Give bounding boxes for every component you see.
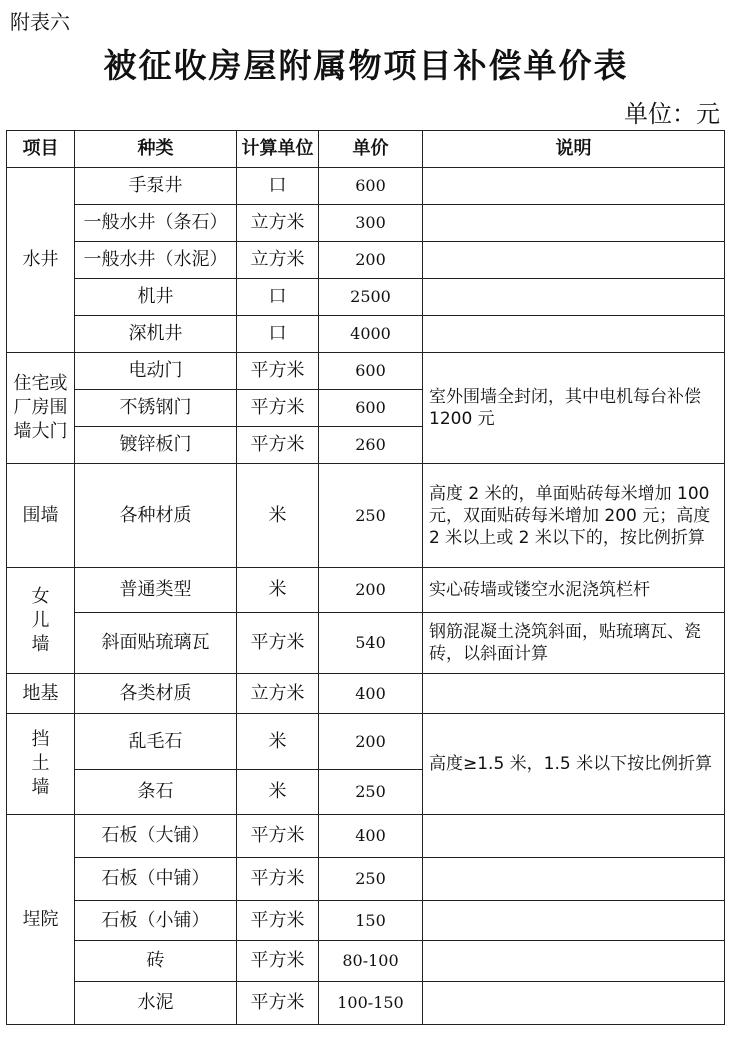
kind-cell: 石板（大铺） <box>75 815 237 858</box>
unit-cell: 米 <box>237 770 319 815</box>
unit-cell: 立方米 <box>237 674 319 714</box>
unit-cell: 平方米 <box>237 613 319 674</box>
kind-cell: 乱毛石 <box>75 714 237 770</box>
note-cell <box>423 674 725 714</box>
price-cell: 600 <box>319 168 423 205</box>
kind-cell: 石板（中铺） <box>75 858 237 901</box>
price-cell: 260 <box>319 427 423 464</box>
note-cell <box>423 168 725 205</box>
note-cell <box>423 982 725 1025</box>
unit-cell: 平方米 <box>237 982 319 1025</box>
price-cell: 250 <box>319 858 423 901</box>
header-note: 说明 <box>423 131 725 168</box>
unit-cell: 口 <box>237 316 319 353</box>
kind-cell: 深机井 <box>75 316 237 353</box>
table-row <box>7 613 725 674</box>
note-cell: 室外围墙全封闭，其中电机每台补偿 1200 元 <box>423 353 725 464</box>
compensation-table <box>6 130 725 1025</box>
table-row <box>7 568 725 613</box>
unit-cell: 平方米 <box>237 901 319 941</box>
price-cell: 200 <box>319 242 423 279</box>
page-title: 被征收房屋附属物项目补偿单价表 <box>103 46 629 85</box>
price-cell: 540 <box>319 613 423 674</box>
table-row <box>7 858 725 901</box>
kind-cell: 各种材质 <box>75 464 237 568</box>
kind-cell: 水泥 <box>75 982 237 1025</box>
unit-cell: 立方米 <box>237 205 319 242</box>
group-name: 地基 <box>7 674 75 714</box>
table-row <box>7 464 725 568</box>
table-row <box>7 815 725 858</box>
kind-cell: 电动门 <box>75 353 237 390</box>
kind-cell: 机井 <box>75 279 237 316</box>
group-name: 水井 <box>7 168 75 353</box>
price-cell: 250 <box>319 770 423 815</box>
table-header-row <box>7 131 725 168</box>
group-name: 埕院 <box>7 815 75 1025</box>
unit-cell: 平方米 <box>237 815 319 858</box>
header-price: 单价 <box>319 131 423 168</box>
unit-cell: 米 <box>237 568 319 613</box>
price-cell: 300 <box>319 205 423 242</box>
kind-cell: 手泵井 <box>75 168 237 205</box>
note-cell <box>423 941 725 982</box>
note-cell <box>423 901 725 941</box>
header-unit: 计算单位 <box>237 131 319 168</box>
price-cell: 200 <box>319 568 423 613</box>
note-cell <box>423 279 725 316</box>
kind-cell: 一般水井（条石） <box>75 205 237 242</box>
note-cell <box>423 815 725 858</box>
group-name: 住宅或厂房围墙大门 <box>7 353 75 464</box>
unit-cell: 口 <box>237 168 319 205</box>
price-cell: 400 <box>319 674 423 714</box>
table-row <box>7 353 725 390</box>
kind-cell: 镀锌板门 <box>75 427 237 464</box>
header-kind: 种类 <box>75 131 237 168</box>
unit-cell: 口 <box>237 279 319 316</box>
unit-cell: 平方米 <box>237 427 319 464</box>
table-row <box>7 168 725 205</box>
table-row <box>7 316 725 353</box>
price-cell: 4000 <box>319 316 423 353</box>
note-cell <box>423 205 725 242</box>
table-row <box>7 941 725 982</box>
price-cell: 150 <box>319 901 423 941</box>
kind-cell: 一般水井（水泥） <box>75 242 237 279</box>
kind-cell: 石板（小铺） <box>75 901 237 941</box>
price-cell: 250 <box>319 464 423 568</box>
appendix-label: 附表六 <box>10 10 70 34</box>
kind-cell: 普通类型 <box>75 568 237 613</box>
price-cell: 600 <box>319 390 423 427</box>
unit-cell: 平方米 <box>237 390 319 427</box>
unit-cell: 平方米 <box>237 858 319 901</box>
note-cell <box>423 242 725 279</box>
price-cell: 2500 <box>319 279 423 316</box>
table-row <box>7 714 725 770</box>
table-row <box>7 982 725 1025</box>
unit-cell: 米 <box>237 464 319 568</box>
note-cell: 实心砖墙或镂空水泥浇筑栏杆 <box>423 568 725 613</box>
table-row <box>7 674 725 714</box>
unit-label: 单位：元 <box>624 100 720 128</box>
table-row <box>7 242 725 279</box>
group-name: 挡土墙 <box>7 714 75 815</box>
group-name: 女儿墙 <box>7 568 75 674</box>
unit-cell: 米 <box>237 714 319 770</box>
price-cell: 80-100 <box>319 941 423 982</box>
header-item: 项目 <box>7 131 75 168</box>
price-cell: 200 <box>319 714 423 770</box>
group-name: 围墙 <box>7 464 75 568</box>
table-row <box>7 901 725 941</box>
price-cell: 100-150 <box>319 982 423 1025</box>
unit-cell: 平方米 <box>237 353 319 390</box>
note-cell <box>423 858 725 901</box>
note-cell: 钢筋混凝土浇筑斜面，贴琉璃瓦、瓷砖，以斜面计算 <box>423 613 725 674</box>
note-cell: 高度 2 米的，单面贴砖每米增加 100 元，双面贴砖每米增加 200 元；高度 2 米以上或 2 米以下的，按比例折算 <box>423 464 725 568</box>
kind-cell: 各类材质 <box>75 674 237 714</box>
kind-cell: 不锈钢门 <box>75 390 237 427</box>
unit-cell: 平方米 <box>237 941 319 982</box>
price-cell: 600 <box>319 353 423 390</box>
kind-cell: 砖 <box>75 941 237 982</box>
kind-cell: 条石 <box>75 770 237 815</box>
note-cell <box>423 316 725 353</box>
table-row <box>7 279 725 316</box>
price-cell: 400 <box>319 815 423 858</box>
table-row <box>7 205 725 242</box>
note-cell: 高度≥1.5 米，1.5 米以下按比例折算 <box>423 714 725 815</box>
kind-cell: 斜面贴琉璃瓦 <box>75 613 237 674</box>
unit-cell: 立方米 <box>237 242 319 279</box>
